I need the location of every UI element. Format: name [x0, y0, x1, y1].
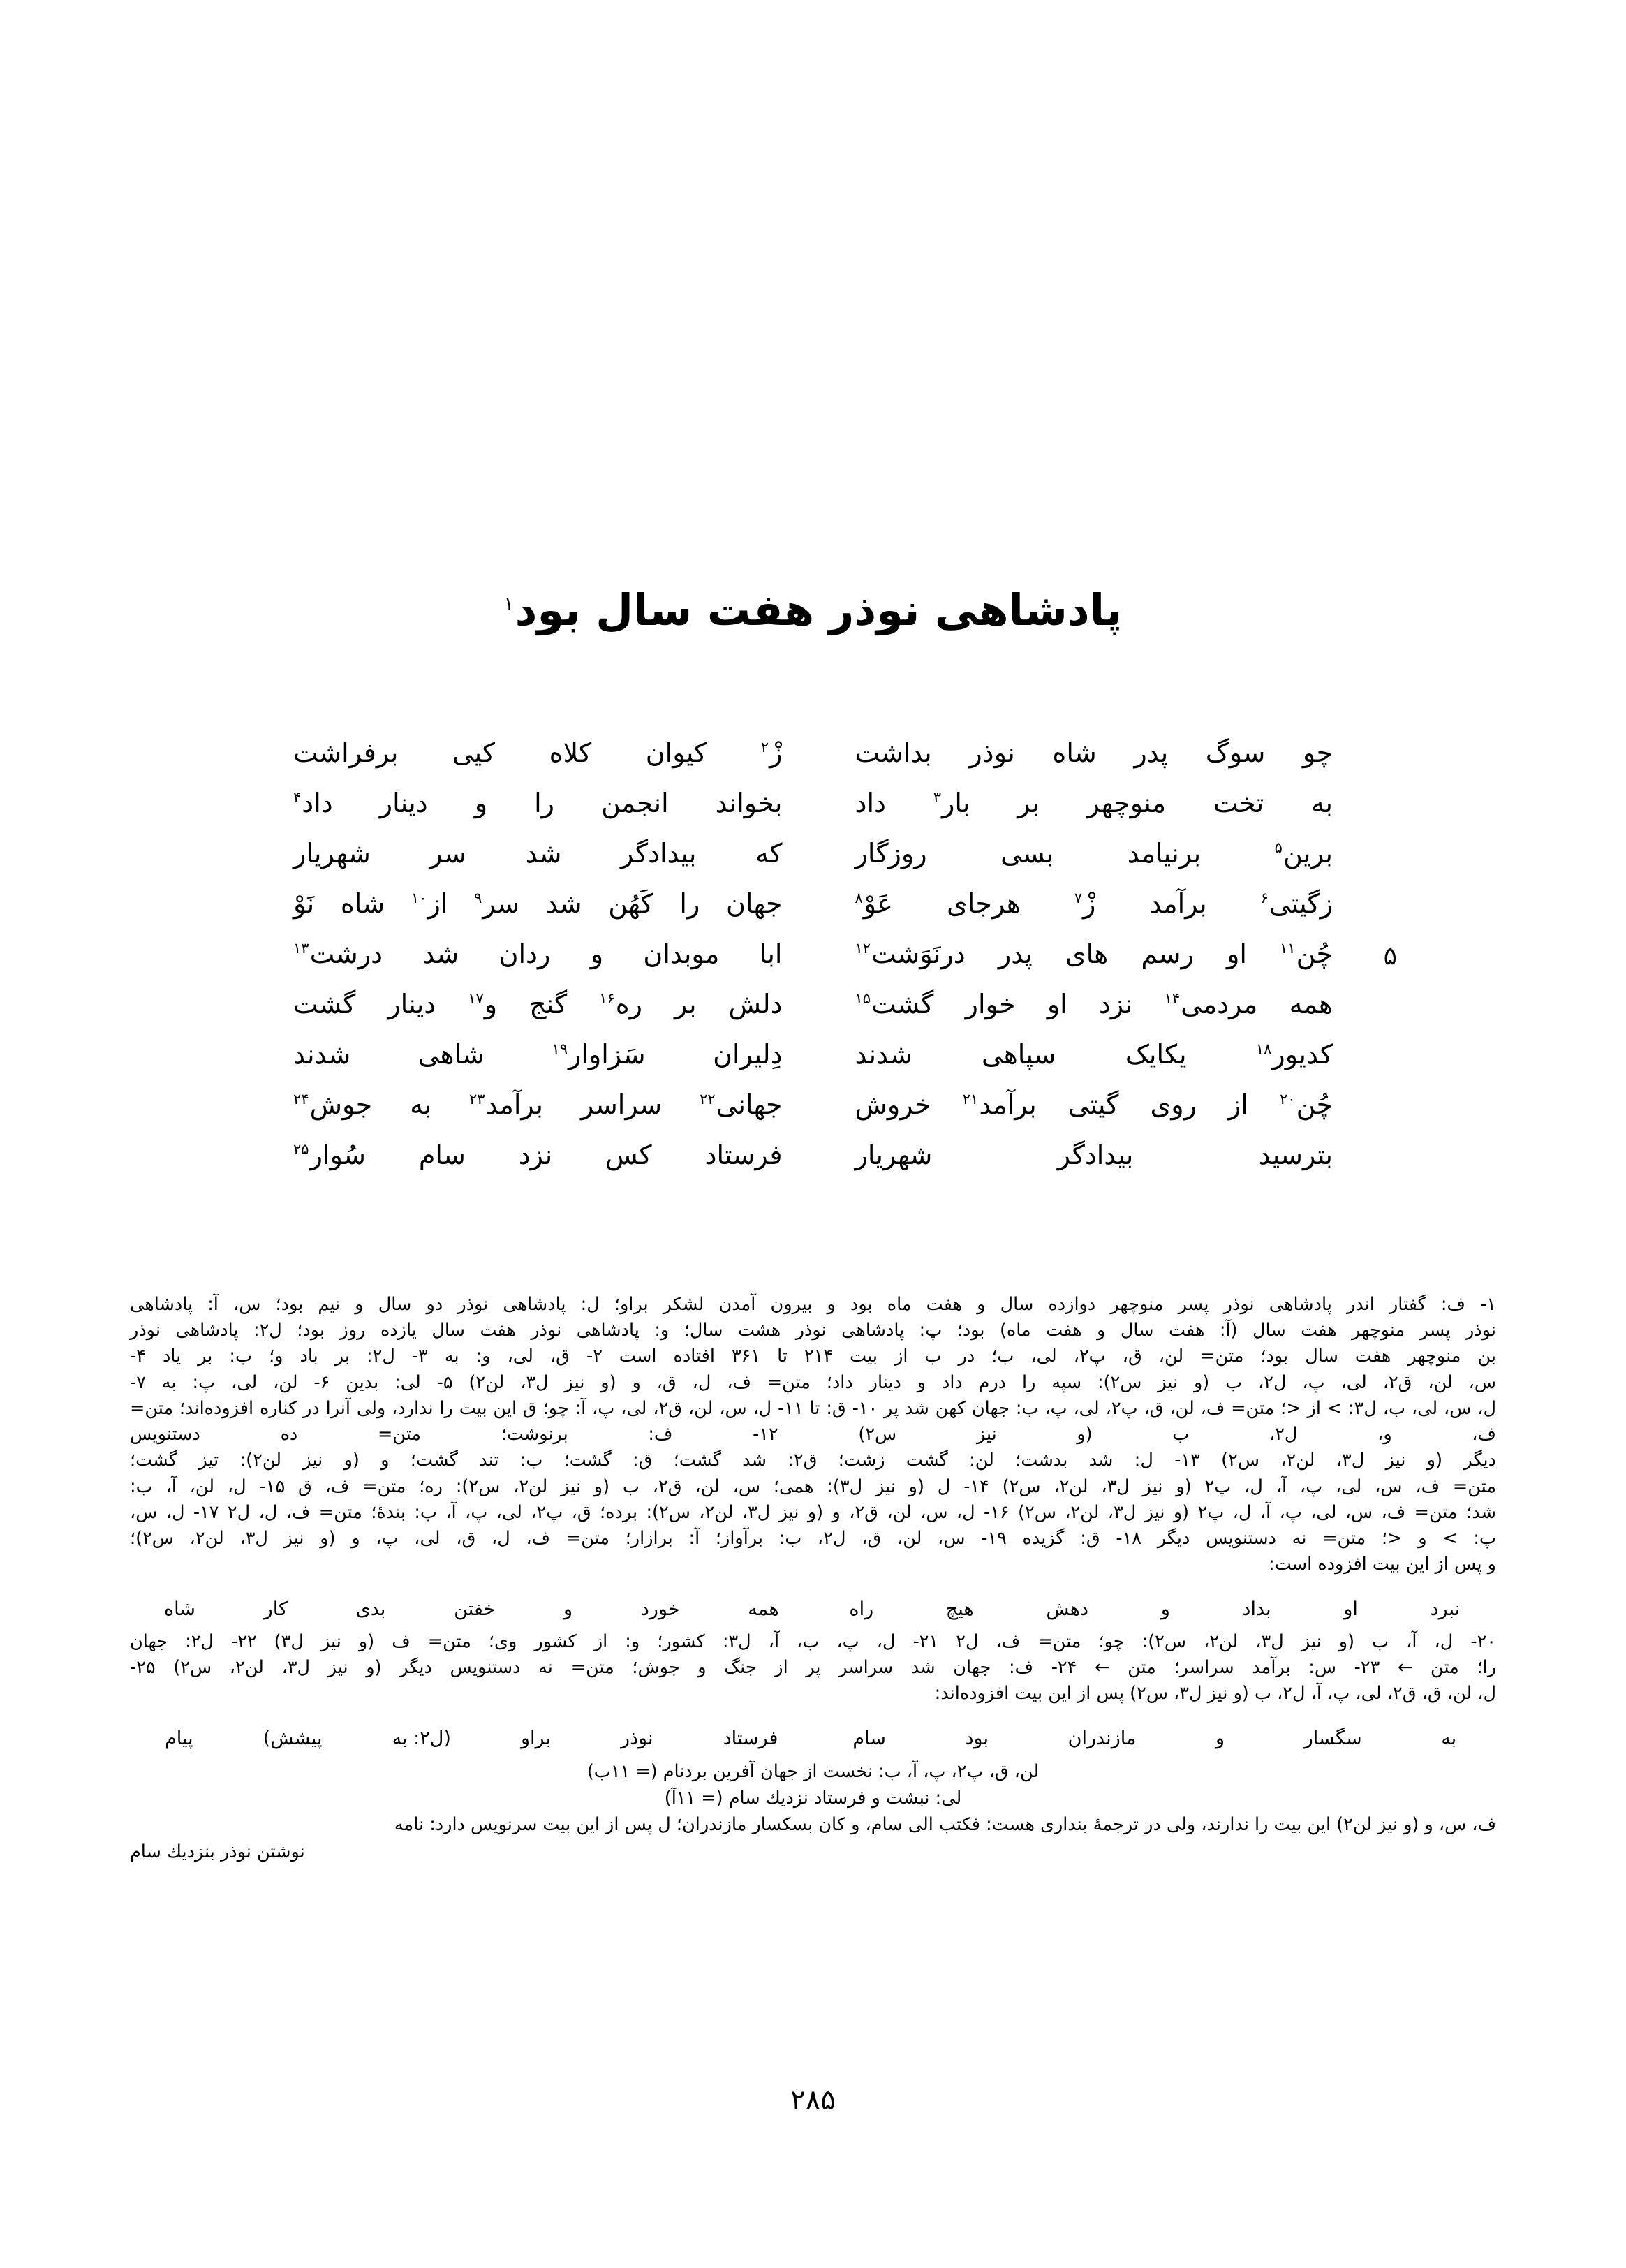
verse-word: سوگ [1205, 737, 1266, 768]
page-title [503, 584, 1123, 635]
verse-word: کدیور$^{۱۸}$ [1255, 1039, 1333, 1070]
verse-word: شد [525, 838, 562, 869]
verse-word: از$^{۱۰}$ [411, 888, 448, 919]
verse-couplet [293, 938, 1397, 988]
verse-word: شهریار [293, 838, 371, 869]
apparatus-line: س، لن، ق٢، لی، پ، ل٢، ب (و نیز س٢): سپه را درم داد و دینار داد؛ متن= ف، ل، ق، و (و نیز ل٣، لن٢) ۵- لی: بدین ۶- لن، لی، پ: به ۷- [130, 1371, 1497, 1393]
verse-word: تخت [1213, 788, 1264, 818]
apparatus-tail-line: لن، ق، پ٢، پ، آ، ب: نخست از جهان آفرین بردنام (= ۱۱ب) [586, 1760, 1040, 1782]
verse-word: گشت$^{۱۵}$ [855, 989, 934, 1019]
apparatus-verse-word: بود [965, 1728, 989, 1750]
apparatus-verse-word: سگسار [1303, 1728, 1362, 1750]
verse-word: دینار [387, 989, 436, 1019]
hemistich-left [293, 888, 813, 921]
verse-word: جوش$^{۲۴}$ [293, 1089, 373, 1120]
hemistich-right [813, 1139, 1333, 1172]
verse-word: هرجای [947, 888, 1021, 919]
verse-word: خروش [855, 1089, 931, 1120]
verse-word: بیدادگر [620, 838, 697, 869]
verse-word: یکایک [1125, 1039, 1187, 1070]
verse-footnote-marker: ۲ [760, 739, 769, 756]
apparatus-verse-word: سام [852, 1728, 886, 1750]
apparatus-verse-word: کار [263, 1598, 288, 1621]
apparatus-line: پ: > و <؛ متن= نه دستنویس دیگر ۱۸- ق: گزیده ۱۹- س، لن، ق، ل٢، ب: برآواز؛ آ: برازار؛ متن= ف، ل، ق، لی، پ، و (و نیز ل٣، لن٢، س٢)؛ [130, 1527, 1496, 1549]
verse-word: کیی [452, 737, 496, 768]
verse-word: شاه [1052, 737, 1097, 768]
apparatus-line: را؛ متن ← ۲۳- س: برآمد سراسر؛ متن ← ۲۴- ف: جهان شد سراسر پر از جنگ و جوش؛ متن= نه دستنویس دیگر (و نیز ل٣، لن٢، س٢) ۲۵- [130, 1657, 1497, 1679]
verse-footnote-marker: ۱۹ [552, 1040, 568, 1058]
verse-word: کلاه [549, 737, 592, 768]
verse-word: نوذر [969, 737, 1015, 768]
apparatus-tail-line: نوشتن نوذر بنزدیك سام [130, 1841, 305, 1862]
verse-couplet [293, 988, 1333, 1038]
apparatus-hemistich-left [130, 1725, 813, 1752]
verse-couplet [293, 1038, 1333, 1089]
verse-word: او [1226, 938, 1247, 969]
verse-footnote-marker: ۱۱ [1280, 940, 1296, 957]
verse-word: دلش [728, 989, 783, 1019]
verse-word: بداشت [855, 737, 932, 768]
verse-footnote-marker: ۴ [293, 789, 302, 807]
verse-word: ره$^{۱۶}$ [599, 989, 643, 1019]
verse-word: فرستاد [704, 1140, 783, 1170]
verse-word: از [1228, 1089, 1248, 1120]
apparatus-verse-word: راه [849, 1598, 874, 1621]
critical-apparatus [130, 1292, 1496, 1865]
hemistich-right [813, 1038, 1333, 1072]
verse-footnote-marker: ۶ [1260, 890, 1269, 907]
verse-word: کس [605, 1140, 652, 1170]
apparatus-verse-word: نبرد [1430, 1598, 1461, 1621]
apparatus-verse-word: فرستاد [723, 1728, 778, 1750]
verse-word: منوچهر [1086, 788, 1167, 818]
verse-word: جهان [726, 888, 783, 919]
apparatus-line: شد؛ متن= ف، س، لی، پ، آ، ل، پ٢ (و نیز ل٣، لن٢، س٢) ۱۶- ل، س، لن، ق٢، و (و نیز ل٣، لن٢، س٢): برده؛ ق، پ٢، لی، پ، آ، ب: بندهٔ؛ متن= ف، ل، ل٢ ۱۷- ل، س، [130, 1501, 1496, 1523]
hemistich-left [293, 1089, 813, 1122]
verse-word: داد [855, 788, 886, 818]
verse-word: موبدان [643, 938, 720, 969]
verse-word: مردمی$^{۱۴}$ [1164, 989, 1258, 1019]
verse-word: بسی [1000, 838, 1054, 869]
verse-word: سپاهی [982, 1039, 1056, 1070]
verse-word: دینار [379, 788, 428, 818]
verse-couplet [293, 737, 1333, 787]
verse-word: برین$^۵$ [1274, 838, 1333, 869]
verse-footnote-marker: ۲۱ [962, 1091, 979, 1108]
verse-word: کیوان [645, 737, 707, 768]
verse-word: و$^{۱۷}$ [468, 989, 498, 1019]
apparatus-added-couplet-1 [130, 1596, 1496, 1623]
apparatus-verse-word: به [1441, 1728, 1457, 1750]
verse-word: که [755, 838, 783, 869]
apparatus-hemistich-right [813, 1725, 1497, 1752]
verse-word: روی [1150, 1089, 1197, 1120]
verse-footnote-marker: ۱۷ [468, 990, 484, 1008]
verse-couplet [293, 837, 1333, 888]
apparatus-added-couplet-2 [130, 1725, 1496, 1752]
verse-word: گیتی [1067, 1089, 1119, 1120]
verse-word: ردان [498, 938, 551, 969]
hemistich-right [813, 988, 1333, 1022]
verse-word: زْ$^۲$ [760, 737, 783, 768]
verse-word: دِلیران [713, 1039, 783, 1070]
verse-word: بر [674, 989, 697, 1019]
verse-word: بار$^۳$ [933, 788, 970, 818]
hemistich-right [813, 938, 1333, 971]
apparatus-verse-word: هیچ [945, 1598, 974, 1621]
apparatus-verse-word: و [563, 1598, 573, 1621]
verse-word: های [1065, 938, 1109, 969]
verse-word: شدند [293, 1039, 351, 1070]
verse-couplet [293, 888, 1333, 938]
verse-word: و [474, 788, 488, 818]
verse-word: درنَوَشت$^{۱۲}$ [855, 938, 966, 969]
verse-word: برآمد$^{۲۱}$ [962, 1089, 1037, 1120]
verse-word: ابا [759, 938, 783, 969]
verse-footnote-marker: ۲۳ [469, 1091, 485, 1108]
verse-word: همه [1289, 989, 1333, 1019]
verse-word: گشت [293, 989, 356, 1019]
apparatus-line: ۱- ف: گفتار اندر پادشاهی نوذر پسر منوچهر دوازده سال و هفت ماه بود و بیرون آمدن لشکر براو؛ ل: پادشاهی نوذر دو سال و نیم بود؛ س، آ: پادشاهی [130, 1294, 1496, 1315]
verse-footnote-marker: ۱۰ [411, 890, 427, 907]
verse-footnote-marker: ۲۵ [293, 1141, 309, 1158]
verse-word: و [590, 938, 604, 969]
apparatus-verse-word: دهش [1046, 1598, 1088, 1621]
apparatus-verse-word: خفتن [454, 1598, 496, 1621]
verse-word: زگیتی$^۶$ [1260, 888, 1333, 919]
verse-footnote-marker: ۱۴ [1164, 990, 1181, 1008]
page-title-text: پادشاهی نوذر هفت سال بود [515, 584, 1123, 635]
chapter-title-area [0, 584, 1626, 635]
hemistich-left [293, 787, 813, 820]
verse-word: سُوار$^{۲۵}$ [293, 1140, 366, 1170]
apparatus-line: ۲۰- ل، آ، ب (و نیز ل٣، لن٢، س٢): چو؛ متن= ف، ل٢ ۲۱- ل، پ، ب، آ، ل٣: کشور؛ و: از کشور وی؛ متن= ف (و نیز ل٣) ۲۲- ل٢: جهان [130, 1630, 1496, 1652]
verse-word: بترسید [1258, 1140, 1333, 1170]
verse-word: درشت$^{۱۳}$ [293, 938, 383, 969]
apparatus-verse-word: پیام [165, 1728, 193, 1750]
verse-word: چُن$^{۲۰}$ [1280, 1089, 1333, 1120]
verse-word: عَوْ$^۸$ [855, 888, 894, 919]
hemistich-left [293, 1139, 813, 1172]
apparatus-verse-word: و [1160, 1598, 1170, 1621]
verse-footnote-marker: ۱۸ [1255, 1040, 1272, 1058]
hemistich-right [813, 888, 1333, 921]
apparatus-verse-word: و [1215, 1728, 1225, 1750]
hemistich-left [293, 737, 813, 770]
verse-word: زْ$^۷$ [1074, 888, 1096, 919]
verse-footnote-marker: ۹ [474, 890, 482, 907]
verse-word: برآمد$^{۲۳}$ [469, 1089, 543, 1120]
verse-word: سام [418, 1140, 466, 1170]
verse-line-number: ۵ [1383, 942, 1397, 971]
verse-word: خوار [965, 989, 1016, 1019]
apparatus-hemistich-right [813, 1596, 1497, 1623]
verse-word: نزد [1098, 989, 1133, 1019]
apparatus-verse-word: شاه [163, 1598, 195, 1621]
verse-word: او [1047, 989, 1067, 1019]
apparatus-line: دیگر (و نیز ل٣، لن٢، س٢) ۱۳- ل: شد بدشت؛ لن: گشت زشت؛ ق٢: شد گشت؛ ق: گشت؛ ب: تند گشت؛ و (و نیز لن٢): تیز گشت؛ [130, 1450, 1497, 1471]
hemistich-right [813, 1089, 1333, 1122]
verse-footnote-marker: ۱۶ [599, 990, 615, 1008]
apparatus-hemistich-left [130, 1596, 813, 1623]
verse-block [293, 737, 1397, 1189]
verse-footnote-marker: ۱۳ [293, 940, 309, 957]
verse-word: شد [422, 938, 459, 969]
verse-word: برآمد [1149, 888, 1207, 919]
verse-couplet [293, 1139, 1333, 1189]
apparatus-line: متن= ف، س، لی، پ، آ، ل، پ٢ (و نیز ل٣، لن٢، س٢) ۱۴- ل (و نیز ل٣): همی؛ س، لن، ق٢، ب (و نیز لن٢، س٢): ره؛ متن= ف، ق ۱۵- ل، لن، آ، ب: [130, 1475, 1496, 1497]
verse-word: سر$^۹$ [474, 888, 520, 919]
verse-word: به [410, 1089, 432, 1120]
verse-word: برفراشت [293, 737, 399, 768]
verse-word: کَهُن [608, 888, 653, 919]
apparatus-line: ل، س، لی، ب، ل٣: > از <؛ متن= ف، لن، ق، پ٢، لی، پ، ب: جهان کهن شد پر ۱۰- ق: تا ۱۱- ل، س، لن، ق٢، لی، پ، آ: چو؛ ق این بیت را ندارد، ولی آنرا در کناره افزوده‌اند؛ متن= ف، و، ل٢، ب (و نیز س٢) ۱۲- ف: برنوشت؛ متن= ده دستنویس [130, 1397, 1497, 1445]
verse-word: روزگار [855, 838, 927, 869]
apparatus-verse-word: بدی [355, 1598, 386, 1621]
hemistich-left [293, 1038, 813, 1072]
verse-word: سَزاوار$^{۱۹}$ [552, 1039, 646, 1070]
apparatus-line: ل، لن، ق، ق٢، لی، پ، آ، ل٢، ب (و نیز ل٣، س٢) پس از این بیت افزوده‌اند: [934, 1683, 1496, 1704]
verse-word: بخواند [715, 788, 783, 818]
verse-word: شاهی [417, 1039, 485, 1070]
verse-word: شاه [340, 888, 385, 919]
verse-word: پدر [998, 938, 1033, 969]
verse-word: سر [429, 838, 467, 869]
verse-word: شدند [855, 1039, 912, 1070]
verse-word: جهانی$^{۲۲}$ [700, 1089, 783, 1120]
apparatus-line: بن منوچهر هفت سال بود؛ متن= لن، ق، پ٢، لی، ب؛ در ب از بیت ۲۱۴ تا ۳۶۱ افتاده است ۲- ق، لی، و: به ۳- ل٢: بر باد و؛ ب: بر یاد ۴- [130, 1346, 1497, 1367]
verse-word: پدر [1134, 737, 1169, 768]
hemistich-left [293, 837, 813, 871]
hemistich-right [813, 737, 1333, 770]
verse-footnote-marker: ۳ [933, 789, 941, 807]
apparatus-tail-line: لی: نبشت و فرستاد نزدیك سام (= ۱۱آ) [664, 1788, 962, 1809]
apparatus-verse-word: خورد [640, 1598, 680, 1621]
verse-word: سراسر [580, 1089, 663, 1120]
verse-word: را [679, 888, 700, 919]
verse-couplet [293, 787, 1333, 837]
apparatus-verse-word: پیشش) [263, 1728, 323, 1750]
verse-word: چُن$^{۱۱}$ [1280, 938, 1333, 969]
verse-couplet [293, 1089, 1333, 1139]
verse-word: برنیامد [1127, 838, 1202, 869]
verse-word: بر [1017, 788, 1040, 818]
verse-footnote-marker: ۲۴ [293, 1091, 309, 1108]
verse-word: به [1311, 788, 1333, 818]
verse-word: شهریار [855, 1140, 933, 1170]
apparatus-line: و پس از این بیت افزوده است: [1269, 1554, 1496, 1575]
verse-footnote-marker: ۲۲ [700, 1091, 716, 1108]
verse-word: داد$^۴$ [293, 788, 333, 818]
apparatus-verse-word: براو [521, 1728, 551, 1750]
verse-word: نَوْ [293, 888, 315, 919]
hemistich-left [293, 988, 813, 1022]
verse-word: بیدادگر [1057, 1140, 1134, 1170]
apparatus-verse-word: (ل٢: به [392, 1728, 451, 1750]
hemistich-left [293, 938, 813, 971]
verse-word: شد [545, 888, 582, 919]
verse-word: چو [1302, 737, 1333, 768]
verse-footnote-marker: ۵ [1274, 839, 1283, 857]
apparatus-verse-word: بداد [1242, 1598, 1271, 1621]
verse-footnote-marker: ۷ [1074, 890, 1083, 907]
folio-number: ۲۸۵ [790, 2084, 836, 2116]
apparatus-verse-word: مازندران [1067, 1728, 1137, 1750]
apparatus-verse-word: همه [748, 1598, 779, 1621]
verse-word: رسم [1141, 938, 1194, 969]
apparatus-line: نوذر پسر منوچهر هفت سال (آ: هفت سال و هفت ماه) بود؛ پ: پادشاهی نوذر هشت سال؛ و: پادشاهی نوذر هفت سال یازده روز بود؛ ل٢: پادشاهی نوذر [130, 1320, 1496, 1341]
apparatus-tail-line: ف، س، و (و نیز لن٢) این بیت را ندارند، ولی در ترجمهٔ بنداری هست: فکتب الی سام، و کان بسکسار مازندران؛ ل پس از این بیت سرنویس دارد: نامه [394, 1814, 1496, 1836]
verse-word: نزد [518, 1140, 553, 1170]
verse-word: گنج [529, 989, 568, 1019]
verse-word: انجمن [601, 788, 669, 818]
page-title-footnote-marker: ۱ [503, 594, 514, 615]
apparatus-verse-word: نوذر [621, 1728, 653, 1750]
verse-footnote-marker: ۱۵ [855, 990, 871, 1008]
hemistich-right [813, 837, 1333, 871]
verse-footnote-marker: ۱۲ [855, 940, 871, 957]
verse-footnote-marker: ۲۰ [1280, 1091, 1296, 1108]
apparatus-verse-word: او [1343, 1598, 1358, 1621]
verse-footnote-marker: ۸ [855, 890, 863, 907]
hemistich-right [813, 787, 1333, 820]
verse-word: را [534, 788, 555, 818]
